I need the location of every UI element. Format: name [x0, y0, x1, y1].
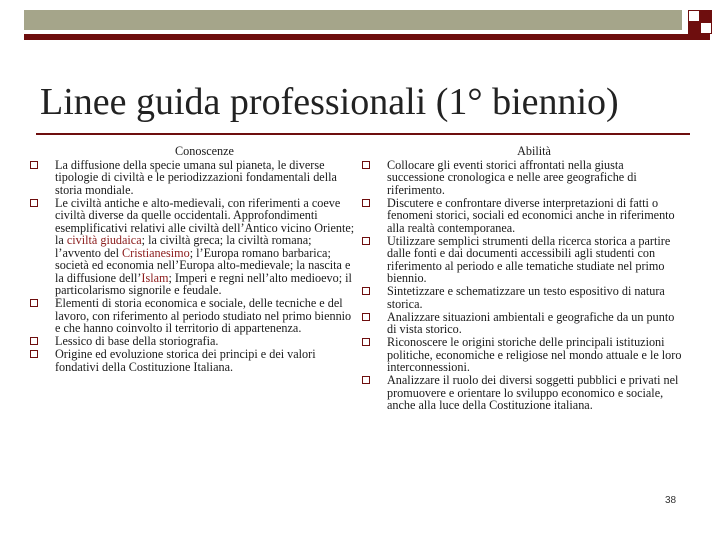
item-text: Elementi di storia economica e sociale, delle tecniche e del lavoro, con riferimento al periodo studiato nel primo biennio e che hanno coinvolto il territorio di appartenenza.: [55, 296, 352, 335]
corner-square-icon: [688, 22, 700, 34]
skills-list: [362, 159, 682, 412]
square-bullet-icon: [362, 287, 370, 295]
square-bullet-icon: [362, 313, 370, 321]
list-item: [362, 235, 682, 285]
corner-square-icon: [688, 10, 700, 22]
header-rule: [24, 34, 710, 40]
page-number: 38: [665, 495, 677, 506]
list-item: [30, 348, 355, 373]
item-text: Utilizzare semplici strumenti della ricerca storica a partire dalle fonti e dai documenti accessibili agli studenti con riferimento al periodo e alle tematiche studiate nel primo biennio.: [387, 233, 671, 285]
square-bullet-icon: [362, 161, 370, 169]
list-item: [30, 159, 355, 197]
item-text: Origine ed evoluzione storica dei principi e dei valori fondativi della Costituzione Italiana.: [55, 347, 316, 374]
square-bullet-icon: [362, 376, 370, 384]
list-item: [362, 197, 682, 235]
item-text: ; la civiltà greca; la civiltà romana; l’avvento del: [55, 233, 312, 260]
square-bullet-icon: [30, 299, 38, 307]
item-text: Sintetizzare e schematizzare un testo espositivo di natura storica.: [387, 284, 665, 311]
list-item: [30, 197, 355, 297]
list-item: [362, 285, 682, 310]
item-text: ; l’Europa romano barbarica; società ed economia nell’Europa alto-medievale; la nascita e la diffusione dell’: [55, 245, 351, 285]
slide-title: Linee guida professionali (1° biennio): [40, 81, 619, 123]
emphasized-term: civiltà giudaica: [66, 233, 142, 247]
item-text: ; Imperi e regni nell’alto medioevo; il particolarismo signorile e feudale.: [55, 270, 352, 297]
title-divider: [36, 133, 690, 135]
emphasized-term: Islam: [141, 270, 169, 285]
header-band: [24, 10, 682, 30]
square-bullet-icon: [30, 337, 38, 345]
item-text: Discutere e confrontare diverse interpretazioni di fatti o fenomeni storici, sociali ed economici anche in riferimento alla realtà contemporanea.: [387, 195, 675, 235]
list-item: [362, 336, 682, 374]
emphasized-term: Cristianesimo: [122, 245, 190, 260]
item-text: Lessico di base della storiografia.: [55, 334, 219, 348]
header-decoration: [24, 10, 710, 40]
square-bullet-icon: [362, 338, 370, 346]
list-item: [30, 297, 355, 335]
item-text: Collocare gli eventi storici affrontati nella giusta successione cronologica e nelle aree geografiche di riferimento.: [387, 157, 637, 197]
square-bullet-icon: [30, 161, 38, 169]
square-bullet-icon: [30, 350, 38, 358]
corner-square-icon: [700, 10, 712, 22]
list-item: [362, 311, 682, 336]
corner-square-icon: [700, 22, 712, 34]
item-text: Le civiltà antiche e alto-medievali, con riferimenti a coeve civiltà diverse da quelle occidentali. Approfondimenti esemplificativi relativi alle civiltà dell’Antico vicino Oriente; la: [55, 195, 355, 247]
item-text: Analizzare situazioni ambientali e geografiche da un punto di vista storico.: [387, 309, 675, 336]
skills-heading: Abilità: [517, 144, 551, 158]
skills-column: [362, 145, 682, 412]
list-item: [362, 159, 682, 197]
list-item: [30, 335, 355, 348]
square-bullet-icon: [362, 237, 370, 245]
knowledge-heading: Conoscenze: [175, 144, 234, 158]
square-bullet-icon: [362, 199, 370, 207]
item-text: Analizzare il ruolo dei diversi soggetti pubblici e privati nel promuovere e orientare lo sviluppo economico e sociale, anche alla luce della Costituzione italiana.: [387, 373, 679, 412]
item-text: La diffusione della specie umana sul pianeta, le diverse tipologie di civiltà e le periodizzazioni fondamentali della storia mondiale.: [55, 157, 337, 197]
knowledge-column: [30, 145, 355, 374]
item-text: Riconoscere le origini storiche delle principali istituzioni politiche, economiche e religiose nel mondo attuale e le loro interconnessioni.: [387, 335, 682, 374]
knowledge-list: [30, 159, 355, 374]
list-item: [362, 374, 682, 412]
square-bullet-icon: [30, 199, 38, 207]
